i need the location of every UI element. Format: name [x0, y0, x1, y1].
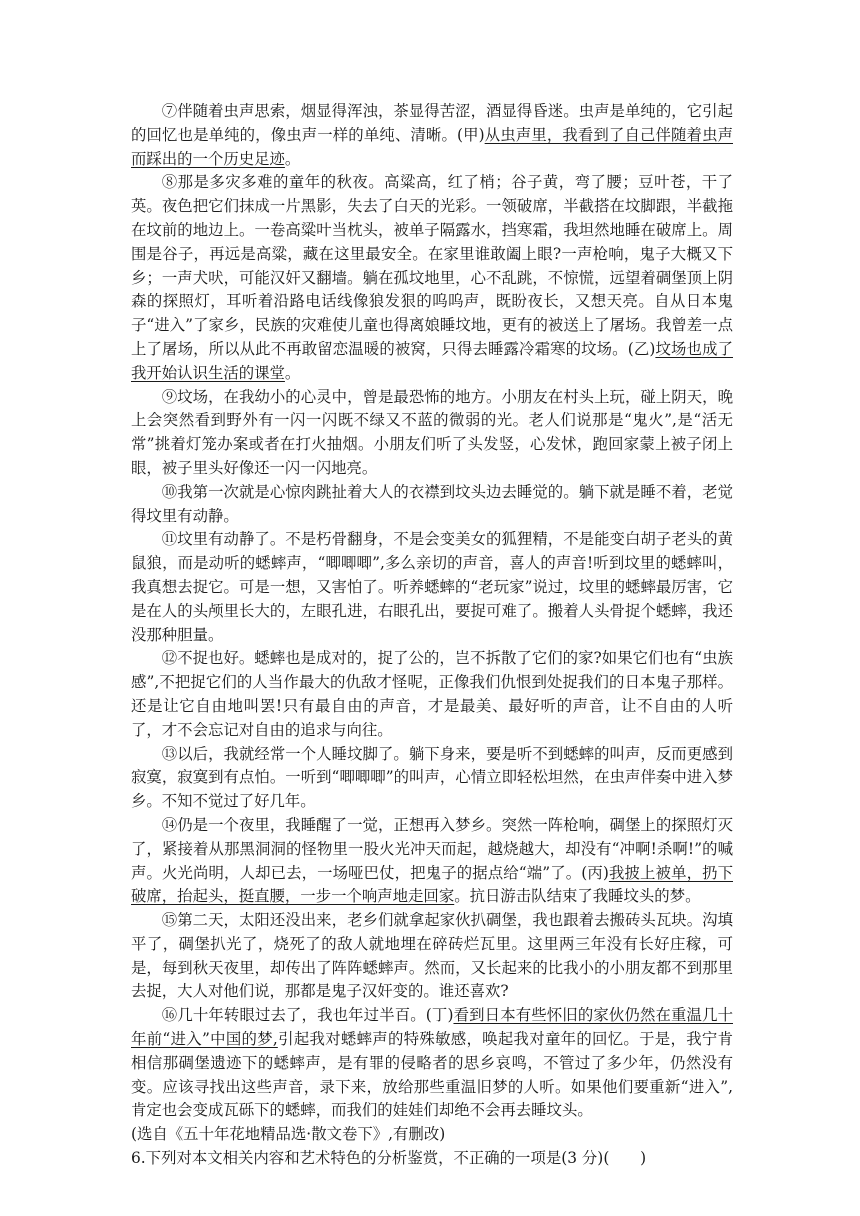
- paragraph-text: ⑬以后，我就经常一个人睡坟脚了。躺下身来，要是听不到蟋蟀的叫声，反而更感到寂寞，寂寞到有点怕。一听到“唧唧唧”的叫声，心情立即轻松坦然，在虫声伴奏中进入梦乡。不知不觉过了好几年。: [131, 744, 733, 811]
- paragraph-text: ⑪坟里有动静了。不是朽骨翻身，不是会变美女的狐狸精，不是能变白胡子老头的黄鼠狼，而是动听的蟋蟀声，“唧唧唧”,多么亲切的声音，喜人的声音!听到坟里的蟋蟀叫，我真想去捉它。可是一想，又害怕了。听养蟋蟀的“老玩家”说过，坟里的蟋蟀最厉害，它是在人的头颅里长大的，左眼孔进，右眼孔出，要捉可难了。搬着人头骨捉个蟋蟀，我还没那种胆量。: [131, 530, 733, 644]
- paragraph-8: [131, 171, 733, 385]
- paragraph-9: [131, 386, 733, 481]
- paragraph-13: [131, 743, 733, 814]
- document-page: [131, 100, 733, 1171]
- paragraph-text: ⑩我第一次就是心惊肉跳扯着大人的衣襟到坟头边去睡觉的。躺下就是睡不着，老觉得坟里有动静。: [131, 482, 733, 525]
- paragraph-text: ⑨坟场，在我幼小的心灵中，曾是最恐怖的地方。小朋友在村头上玩，碰上阴天，晚上会突然看到野外有一闪一闪既不绿又不蓝的微弱的光。老人们说那是“鬼火”,是“活无常”挑着灯笼办案或者在打火抽烟。小朋友们听了头发竖，心发怵，跑回家蒙上被子闭上眼，被子里头好像还一闪一闪地亮。: [131, 387, 733, 477]
- paragraph-10: [131, 481, 733, 529]
- paragraph-7: [131, 100, 733, 171]
- source-citation: (选自《五十年花地精品选·散文卷下》,有删改): [131, 1125, 446, 1144]
- paragraph-text: 。: [284, 363, 301, 382]
- underlined-sentence-ding: 看到日本有些怀旧的家伙仍然在重温几十年前“进入”中国的梦,: [131, 1006, 733, 1049]
- paragraph-text: ⑦伴随着虫声思索，烟显得浑浊，茶显得苦涩，酒显得昏迷。虫声是单纯的，它引起的回忆也是单纯的，像虫声一样的单纯、清晰。(甲): [131, 102, 733, 144]
- paragraph-text: ⑯几十年转眼过去了，我也年过半百。(丁): [161, 1006, 454, 1025]
- paragraph-text: ⑧那是多灾多难的童年的秋夜。高粱高，红了梢；谷子黄，弯了腰；豆叶苍，干了英。夜色把它们抹成一片黑影，失去了白天的光彩。一领破席，半截搭在坟脚跟，半截拖在坟前的地边上。一卷高粱叶当枕头，被单子隔露水，挡寒霜，我坦然地睡在破席上。周围是谷子，再远是高粱，藏在这里最安全。在家里谁敢阖上眼?一声枪响，鬼子大概又下乡；一声犬吠，可能汉奸又翻墙。躺在孤坟地里，心不乱跳，不惊慌，远望着碉堡顶上阴森的探照灯，耳听着沿路电话线像狼发狠的呜呜声，既盼夜长，又想天亮。自从日本鬼子“进入”了家乡，民族的灾难使儿童也得离娘睡坟地，更有的被送上了屠场。我曾差一点上了屠场，所以从此不再敢留恋温暖的被窝，只得去睡露冷霜寒的坟场。(乙): [131, 173, 733, 358]
- paragraph-14: [131, 814, 733, 909]
- paragraph-text: 。抗日游击队结束了我睡坟头的梦。: [454, 887, 701, 906]
- underlined-sentence-bing: 我披上被单，扔下破席，抬起头，挺直腰，一步一个响声地走回家: [131, 863, 733, 906]
- paragraph-16: [131, 1004, 733, 1123]
- paragraph-11: [131, 528, 733, 647]
- paragraph-text: ⑫不捉也好。蟋蟀也是成对的，捉了公的，岂不拆散了它们的家?如果它们也有“虫族感”,不把捉它们的人当作最大的仇敌才怪呢，正像我们仇恨到处捉我们的日本鬼子那样。还是让它自由地叫罢!只有最自由的声音，才是最美、最好听的声音，让不自由的人听了，才不会忘记对自由的追求与向往。: [131, 649, 733, 739]
- paragraph-text: 。: [284, 149, 301, 168]
- paragraph-text: ⑭仍是一个夜里，我睡醒了一觉，正想再入梦乡。突然一阵枪响，碉堡上的探照灯灭了，紧接着从那黑洞洞的怪物里一股火光冲天而起，越烧越大，却没有“冲啊!杀啊!”的喊声。火光尚明，人却已去，一场哑巴仗，把鬼子的据点给“端”了。(丙): [131, 815, 733, 882]
- paragraph-text: ⑮第二天，太阳还没出来，老乡们就拿起家伙扒碉堡，我也跟着去搬砖头瓦块。沟填平了，碉堡扒光了，烧死了的敌人就地埋在碎砖烂瓦里。这里两三年没有长好庄稼，可是，每到秋天夜里，却传出了阵阵蟋蟀声。然而，又长起来的比我小的小朋友都不到那里去捉，大人对他们说，那都是鬼子汉奸变的。谁还喜欢?: [131, 911, 733, 1001]
- paragraph-12: [131, 647, 733, 742]
- paragraph-15: [131, 909, 733, 1004]
- paragraph-text: 引起我对蟋蟀声的特殊敏感，唤起我对童年的回忆。于是，我宁肯相信那碉堡遗迹下的蟋蟀声，是有罪的侵略者的思乡哀鸣，不管过了多少年，仍然没有变。应该寻找出这些声音，录下来，放给那些重温旧梦的人听。如果他们要重新“进入”,肯定也会变成瓦砾下的蟋蟀，而我们的娃娃们却绝不会再去睡坟头。: [131, 1030, 733, 1120]
- question-6: 6.下列对本文相关内容和艺术特色的分析鉴赏，不正确的一项是(3 分)( ): [131, 1149, 647, 1168]
- underlined-sentence-yi: 坟场也成了我开始认识生活的课堂: [131, 339, 733, 382]
- underlined-sentence-jia: 从虫声里，我看到了自己伴随着虫声而踩出的一个历史足迹: [131, 125, 733, 168]
